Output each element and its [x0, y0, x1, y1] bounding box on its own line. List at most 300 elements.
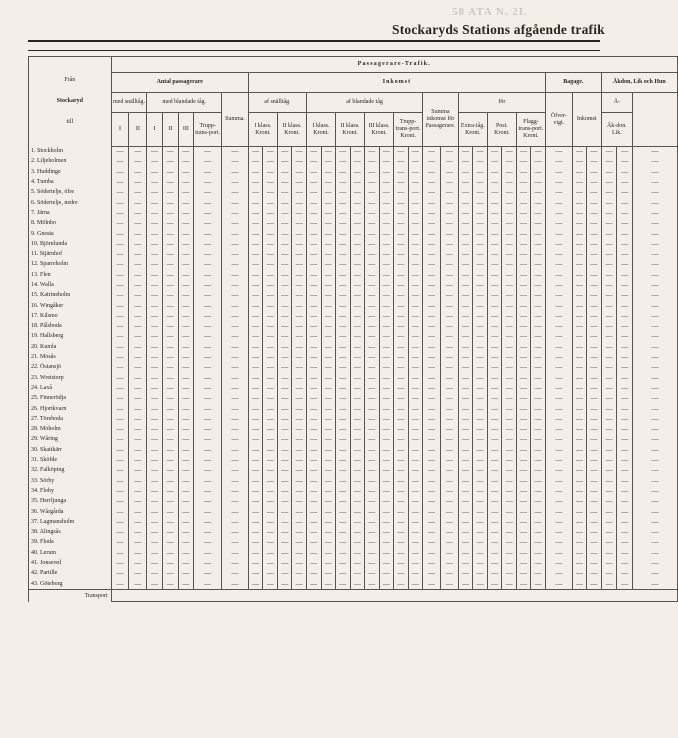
table-cell: —: [178, 425, 194, 435]
table-cell: —: [545, 527, 572, 537]
table-cell: —: [408, 342, 423, 352]
table-cell: —: [365, 558, 380, 568]
table-cell: —: [473, 147, 488, 157]
table-cell: —: [321, 239, 336, 249]
table-cell: —: [263, 425, 278, 435]
table-cell: —: [516, 219, 531, 229]
table-cell: —: [617, 466, 633, 476]
table-cell: —: [531, 425, 546, 435]
table-cell: —: [248, 229, 263, 239]
table-cell: —: [440, 177, 458, 187]
table-cell: —: [336, 414, 351, 424]
table-cell: —: [473, 177, 488, 187]
table-cell: —: [306, 147, 321, 157]
table-cell: —: [111, 301, 129, 311]
table-cell: —: [487, 352, 502, 362]
table-cell: —: [129, 270, 147, 280]
table-cell: —: [178, 260, 194, 270]
table-cell: —: [601, 517, 617, 527]
table-cell: —: [336, 219, 351, 229]
table-cell: —: [473, 579, 488, 590]
table-cell: —: [277, 569, 292, 579]
table-cell: —: [248, 188, 263, 198]
table-cell: —: [178, 208, 194, 218]
table-cell: —: [408, 527, 423, 537]
table-cell: —: [162, 569, 178, 579]
table-cell: —: [502, 579, 517, 590]
table-cell: —: [572, 414, 587, 424]
table-cell: —: [394, 198, 409, 208]
station-name: 28. Moholm: [29, 425, 112, 435]
table-cell: —: [129, 548, 147, 558]
table-cell: —: [487, 208, 502, 218]
table-cell: —: [194, 394, 222, 404]
table-cell: —: [111, 373, 129, 383]
table-cell: —: [379, 270, 394, 280]
table-cell: —: [129, 476, 147, 486]
table-cell: —: [263, 270, 278, 280]
table-cell: —: [306, 198, 321, 208]
table-cell: —: [572, 466, 587, 476]
table-cell: —: [617, 425, 633, 435]
table-cell: —: [502, 507, 517, 517]
table-cell: —: [321, 332, 336, 342]
table-cell: —: [394, 239, 409, 249]
table-cell: —: [394, 280, 409, 290]
table-cell: —: [194, 445, 222, 455]
table-cell: —: [423, 311, 441, 321]
table-cell: —: [350, 208, 365, 218]
table-cell: —: [487, 322, 502, 332]
table-cell: —: [263, 383, 278, 393]
table-cell: —: [394, 425, 409, 435]
table-cell: —: [516, 404, 531, 414]
table-cell: —: [516, 579, 531, 590]
table-row: [29, 414, 678, 424]
table-cell: —: [531, 167, 546, 177]
table-cell: —: [394, 363, 409, 373]
table-cell: —: [440, 445, 458, 455]
table-cell: —: [248, 147, 263, 157]
table-row: [29, 497, 678, 507]
table-cell: —: [379, 517, 394, 527]
table-cell: —: [306, 177, 321, 187]
table-cell: —: [633, 322, 678, 332]
station-name: 43. Göteborg: [29, 579, 112, 590]
table-cell: —: [458, 476, 473, 486]
table-cell: —: [321, 517, 336, 527]
table-cell: —: [321, 229, 336, 239]
table-cell: —: [111, 383, 129, 393]
table-cell: —: [408, 445, 423, 455]
table-cell: —: [248, 167, 263, 177]
table-cell: —: [111, 579, 129, 590]
table-cell: —: [292, 291, 307, 301]
table-cell: —: [601, 280, 617, 290]
sub-for: för: [458, 93, 545, 113]
table-cell: —: [178, 332, 194, 342]
table-cell: —: [516, 322, 531, 332]
table-cell: —: [587, 507, 602, 517]
table-cell: —: [129, 229, 147, 239]
table-cell: —: [379, 322, 394, 332]
table-cell: —: [379, 280, 394, 290]
table-cell: —: [379, 157, 394, 167]
table-cell: —: [516, 342, 531, 352]
table-cell: —: [516, 198, 531, 208]
table-cell: —: [111, 208, 129, 218]
table-cell: —: [601, 291, 617, 301]
table-cell: —: [440, 558, 458, 568]
table-cell: —: [408, 301, 423, 311]
table-cell: —: [516, 527, 531, 537]
col-snall-i: I: [111, 113, 129, 147]
table-cell: —: [222, 147, 249, 157]
table-cell: —: [222, 383, 249, 393]
table-cell: —: [162, 383, 178, 393]
table-cell: —: [277, 270, 292, 280]
table-cell: —: [111, 558, 129, 568]
table-cell: —: [531, 219, 546, 229]
table-cell: —: [379, 301, 394, 311]
table-cell: —: [350, 569, 365, 579]
table-cell: —: [408, 260, 423, 270]
table-cell: —: [248, 404, 263, 414]
table-cell: —: [306, 342, 321, 352]
table-cell: —: [379, 311, 394, 321]
table-cell: —: [263, 486, 278, 496]
table-cell: —: [531, 569, 546, 579]
table-cell: —: [545, 198, 572, 208]
table-cell: —: [379, 383, 394, 393]
table-cell: —: [248, 352, 263, 362]
table-cell: —: [277, 517, 292, 527]
table-cell: —: [336, 363, 351, 373]
table-cell: —: [365, 157, 380, 167]
table-cell: —: [194, 507, 222, 517]
table-cell: —: [458, 425, 473, 435]
table-cell: —: [129, 445, 147, 455]
table-cell: —: [545, 476, 572, 486]
table-cell: —: [162, 476, 178, 486]
station-name: 1. Stockholm: [29, 147, 112, 157]
station-name: 27. Töreboda: [29, 414, 112, 424]
table-cell: —: [408, 538, 423, 548]
table-cell: —: [365, 322, 380, 332]
table-cell: —: [516, 260, 531, 270]
table-cell: —: [408, 497, 423, 507]
table-cell: —: [292, 435, 307, 445]
table-cell: —: [458, 229, 473, 239]
table-cell: —: [321, 352, 336, 362]
table-cell: —: [222, 486, 249, 496]
table-cell: —: [587, 527, 602, 537]
table-cell: —: [350, 445, 365, 455]
table-cell: —: [587, 208, 602, 218]
table-cell: —: [277, 332, 292, 342]
table-cell: —: [147, 270, 163, 280]
table-cell: —: [617, 352, 633, 362]
table-cell: —: [379, 404, 394, 414]
table-cell: —: [572, 147, 587, 157]
table-cell: —: [473, 332, 488, 342]
table-cell: —: [365, 147, 380, 157]
table-cell: —: [350, 352, 365, 362]
table-cell: —: [440, 352, 458, 362]
table-cell: —: [587, 280, 602, 290]
table-cell: —: [440, 455, 458, 465]
table-cell: —: [633, 425, 678, 435]
table-cell: —: [601, 404, 617, 414]
table-cell: —: [473, 507, 488, 517]
table-cell: —: [162, 332, 178, 342]
table-cell: —: [162, 311, 178, 321]
table-cell: —: [292, 188, 307, 198]
table-cell: —: [487, 455, 502, 465]
table-cell: —: [365, 579, 380, 590]
table-cell: —: [487, 198, 502, 208]
table-cell: —: [194, 280, 222, 290]
table-cell: —: [129, 249, 147, 259]
table-cell: —: [336, 177, 351, 187]
table-cell: —: [423, 157, 441, 167]
footer-cells: [111, 590, 677, 602]
table-cell: —: [178, 517, 194, 527]
table-cell: —: [111, 455, 129, 465]
table-cell: —: [350, 558, 365, 568]
table-cell: —: [545, 219, 572, 229]
table-cell: —: [440, 270, 458, 280]
table-cell: —: [487, 280, 502, 290]
table-cell: —: [336, 208, 351, 218]
table-cell: —: [633, 167, 678, 177]
table-cell: —: [473, 229, 488, 239]
table-cell: —: [440, 476, 458, 486]
table-cell: —: [601, 198, 617, 208]
table-cell: —: [365, 425, 380, 435]
table-cell: —: [248, 208, 263, 218]
table-cell: —: [502, 332, 517, 342]
col-extra: Extra-tåg. Kront.: [458, 113, 487, 147]
table-cell: —: [423, 301, 441, 311]
table-cell: —: [147, 332, 163, 342]
table-cell: —: [111, 507, 129, 517]
table-cell: —: [408, 332, 423, 342]
table-cell: —: [487, 558, 502, 568]
table-cell: —: [379, 208, 394, 218]
table-cell: —: [194, 177, 222, 187]
table-cell: —: [162, 466, 178, 476]
passenger-traffic-table: [28, 56, 678, 602]
table-cell: —: [263, 301, 278, 311]
table-cell: —: [502, 383, 517, 393]
table-cell: —: [531, 517, 546, 527]
table-cell: —: [336, 569, 351, 579]
table-cell: —: [516, 301, 531, 311]
table-cell: —: [178, 579, 194, 590]
table-row: [29, 548, 678, 558]
table-cell: —: [292, 476, 307, 486]
table-cell: —: [633, 291, 678, 301]
table-cell: —: [248, 435, 263, 445]
table-cell: —: [336, 425, 351, 435]
table-cell: —: [516, 517, 531, 527]
table-cell: —: [531, 229, 546, 239]
table-cell: —: [129, 157, 147, 167]
table-cell: —: [502, 558, 517, 568]
table-cell: —: [350, 219, 365, 229]
table-cell: —: [277, 260, 292, 270]
table-cell: —: [601, 394, 617, 404]
table-cell: —: [147, 466, 163, 476]
table-cell: —: [222, 445, 249, 455]
table-cell: —: [394, 548, 409, 558]
table-cell: —: [394, 270, 409, 280]
table-cell: —: [129, 527, 147, 537]
station-name: 2. Liljeholmen: [29, 157, 112, 167]
table-cell: —: [587, 270, 602, 280]
table-cell: —: [292, 270, 307, 280]
table-cell: —: [394, 414, 409, 424]
table-cell: —: [178, 569, 194, 579]
table-cell: —: [321, 548, 336, 558]
table-cell: —: [587, 548, 602, 558]
table-cell: —: [292, 497, 307, 507]
table-cell: —: [394, 476, 409, 486]
table-cell: —: [222, 466, 249, 476]
table-cell: —: [516, 538, 531, 548]
table-row: [29, 157, 678, 167]
table-cell: —: [321, 414, 336, 424]
table-cell: —: [321, 280, 336, 290]
group-inkomst: Inkomst: [248, 73, 545, 93]
table-cell: —: [178, 527, 194, 537]
table-cell: —: [277, 198, 292, 208]
table-cell: —: [178, 249, 194, 259]
table-cell: —: [263, 507, 278, 517]
table-cell: —: [502, 219, 517, 229]
table-cell: —: [587, 476, 602, 486]
table-cell: —: [572, 507, 587, 517]
table-cell: —: [336, 383, 351, 393]
table-cell: —: [487, 497, 502, 507]
table-cell: —: [473, 280, 488, 290]
table-cell: —: [194, 404, 222, 414]
table-cell: —: [350, 373, 365, 383]
table-cell: —: [601, 486, 617, 496]
table-cell: —: [162, 414, 178, 424]
table-cell: —: [473, 311, 488, 321]
table-cell: —: [292, 373, 307, 383]
table-cell: —: [633, 383, 678, 393]
table-cell: —: [379, 198, 394, 208]
table-cell: —: [178, 558, 194, 568]
table-cell: —: [263, 435, 278, 445]
table-cell: —: [129, 352, 147, 362]
sub-akdon-blank: [633, 93, 678, 147]
table-cell: —: [350, 332, 365, 342]
table-cell: —: [572, 404, 587, 414]
table-cell: —: [502, 527, 517, 537]
table-cell: —: [379, 219, 394, 229]
table-cell: —: [408, 352, 423, 362]
table-cell: —: [336, 445, 351, 455]
table-cell: —: [350, 291, 365, 301]
table-cell: —: [365, 394, 380, 404]
table-cell: —: [516, 352, 531, 362]
table-row: [29, 569, 678, 579]
table-cell: —: [306, 548, 321, 558]
table-cell: —: [502, 363, 517, 373]
table-cell: —: [292, 301, 307, 311]
table-cell: —: [394, 311, 409, 321]
table-cell: —: [502, 404, 517, 414]
table-cell: —: [365, 455, 380, 465]
table-cell: —: [408, 476, 423, 486]
table-cell: —: [147, 239, 163, 249]
top-rule-thin: [28, 50, 600, 51]
table-cell: —: [321, 497, 336, 507]
table-cell: —: [162, 373, 178, 383]
table-cell: —: [531, 497, 546, 507]
table-cell: —: [633, 579, 678, 590]
table-cell: —: [111, 342, 129, 352]
station-name: 8. Mölnbo: [29, 219, 112, 229]
table-cell: —: [545, 208, 572, 218]
table-cell: —: [277, 208, 292, 218]
table-cell: —: [545, 579, 572, 590]
table-cell: —: [222, 394, 249, 404]
table-cell: —: [277, 558, 292, 568]
table-cell: —: [321, 270, 336, 280]
table-cell: —: [111, 497, 129, 507]
table-cell: —: [162, 558, 178, 568]
table-cell: —: [111, 332, 129, 342]
table-cell: —: [306, 280, 321, 290]
table-cell: —: [277, 507, 292, 517]
table-cell: —: [379, 527, 394, 537]
table-cell: —: [601, 301, 617, 311]
table-cell: —: [306, 466, 321, 476]
table-cell: —: [633, 342, 678, 352]
table-cell: —: [292, 322, 307, 332]
table-cell: —: [336, 291, 351, 301]
table-cell: —: [292, 527, 307, 537]
table-cell: —: [111, 414, 129, 424]
table-cell: —: [487, 332, 502, 342]
table-cell: —: [222, 291, 249, 301]
sub-med-snalltag: med snälltåg.: [111, 93, 147, 113]
table-cell: —: [601, 507, 617, 517]
table-cell: —: [222, 569, 249, 579]
table-cell: —: [277, 280, 292, 290]
table-cell: —: [545, 455, 572, 465]
table-cell: —: [587, 167, 602, 177]
table-cell: —: [194, 352, 222, 362]
table-row: [29, 291, 678, 301]
table-cell: —: [423, 579, 441, 590]
table-cell: —: [263, 404, 278, 414]
table-cell: —: [394, 569, 409, 579]
table-cell: —: [222, 476, 249, 486]
table-cell: —: [572, 579, 587, 590]
station-name: 4. Tumba: [29, 177, 112, 187]
table-cell: —: [440, 291, 458, 301]
table-cell: —: [365, 260, 380, 270]
table-cell: —: [516, 280, 531, 290]
table-cell: —: [222, 198, 249, 208]
table-cell: —: [194, 455, 222, 465]
